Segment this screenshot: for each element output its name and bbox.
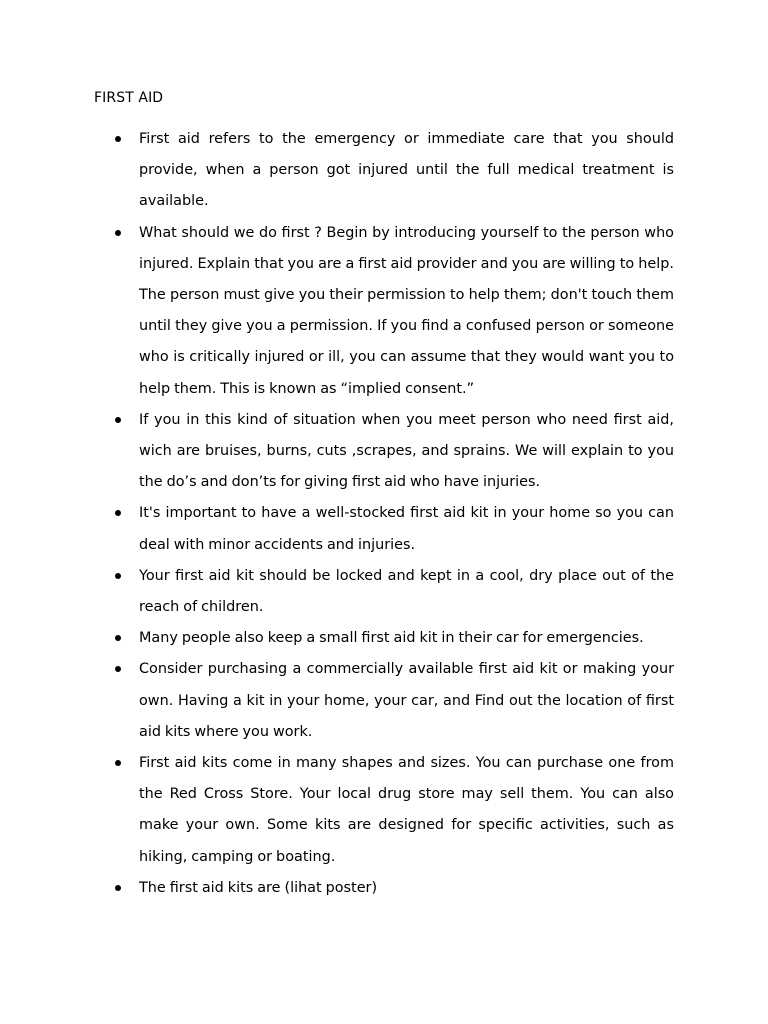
list-item xyxy=(0,405,768,499)
bullet-icon xyxy=(115,230,121,236)
bullet-icon xyxy=(115,760,121,766)
bullet-list xyxy=(0,124,768,904)
list-item-text: First aid refers to the emergency or immediate care that you should provide, when a person got injured until the full medical treatment is available. xyxy=(139,131,674,210)
list-item-text: Your first aid kit should be locked and kept in a cool, dry place out of the reach of children. xyxy=(139,567,674,616)
list-item xyxy=(0,873,768,904)
list-item xyxy=(0,218,768,405)
bullet-icon xyxy=(115,885,121,891)
document-title: FIRST AID xyxy=(94,90,164,106)
list-item-text: The first aid kits are (lihat poster) xyxy=(139,879,378,896)
list-item-text: Consider purchasing a commercially available first aid kit or making your own. Having a kit in your home, your car, and Find out the location of first aid kits where you work. xyxy=(139,661,674,740)
bullet-icon xyxy=(115,573,121,579)
list-item-text: Many people also keep a small first aid kit in their car for emergencies. xyxy=(139,630,644,647)
list-item-text: What should we do first ? Begin by introducing yourself to the person who injured. Explain that you are a first aid provider and you are willing to help. The person must give you their permission to help them; don't touch them until they give you a permission. If you find a confused person or someone who is critically injured or ill, you can assume that they would want you to help them. This is known as “implied consent.” xyxy=(139,224,674,397)
bullet-icon xyxy=(115,136,121,142)
bullet-icon xyxy=(115,417,121,423)
bullet-icon xyxy=(115,635,121,641)
list-item-text: If you in this kind of situation when you meet person who need first aid, wich are bruises, burns, cuts ,scrapes, and sprains. We will explain to you the do’s and don’ts for giving first aid who have injuries. xyxy=(139,411,674,491)
list-item xyxy=(0,623,768,654)
list-item xyxy=(0,561,768,623)
list-item xyxy=(0,498,768,560)
bullet-icon xyxy=(115,666,121,672)
list-item xyxy=(0,124,768,218)
list-item-text: First aid kits come in many shapes and sizes. You can purchase one from the Red Cross Store. Your local drug store may sell them. You can also make your own. Some kits are designed for specific activities, such as hiking, camping or boating. xyxy=(139,755,674,865)
list-item-text: It's important to have a well-stocked first aid kit in your home so you can deal with minor accidents and injuries. xyxy=(139,505,674,553)
list-item xyxy=(0,654,768,748)
bullet-icon xyxy=(115,510,121,516)
list-item xyxy=(0,748,768,873)
